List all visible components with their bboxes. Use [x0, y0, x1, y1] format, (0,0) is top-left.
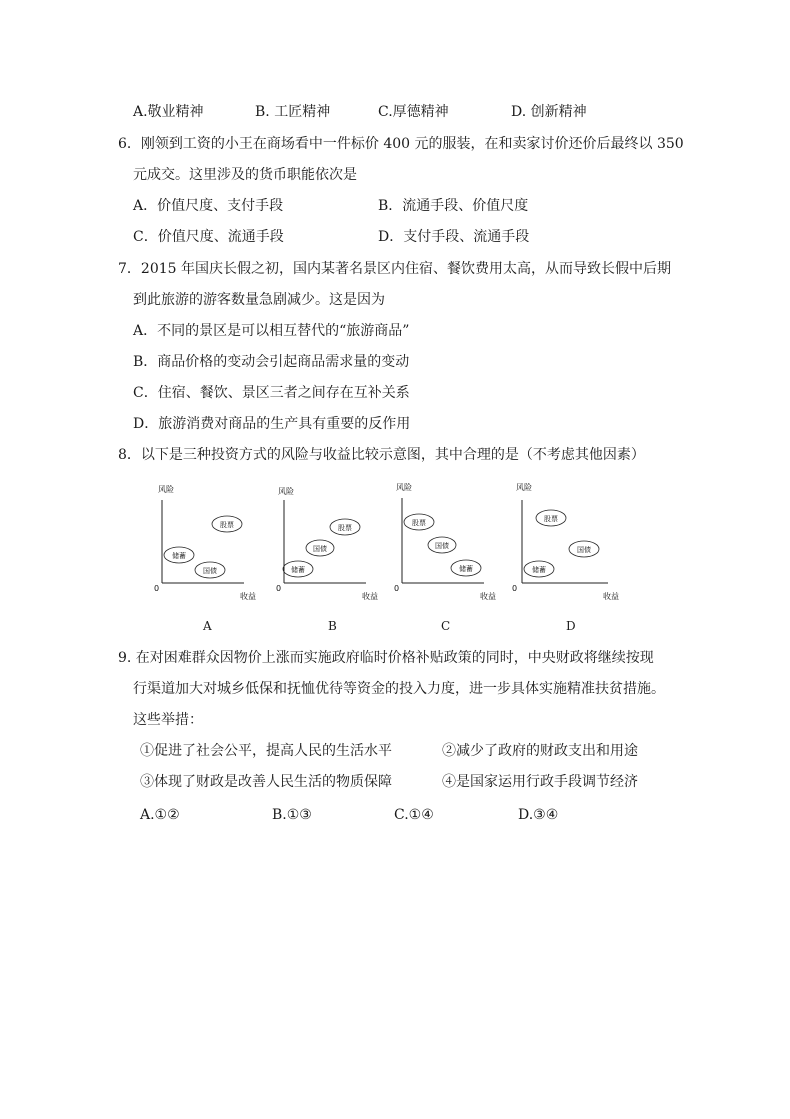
q5-option-c: C.厚德精神: [378, 104, 449, 120]
q8-d-x-label: 收益: [603, 592, 619, 601]
q9-option-c: C.①④: [394, 807, 434, 823]
q9-option-d: D.③④: [518, 807, 559, 823]
q8-a-node-3: 国债: [203, 567, 217, 575]
q8-diagram-c: [388, 476, 498, 605]
q8-b-node-3: 储蓄: [291, 566, 305, 574]
q9-option-a: A.①②: [140, 807, 180, 823]
q9-option-b: B.①③: [272, 807, 312, 823]
q8-caption-a: A: [203, 619, 212, 633]
q8-c-node-1: 股票: [412, 519, 426, 527]
q7-option-d: D．旅游消费对商品的生产具有重要的反作用: [133, 416, 411, 432]
q8-b-origin: 0: [276, 584, 282, 593]
q7-option-c: C．住宿、餐饮、景区三者之间存在互补关系: [133, 385, 410, 401]
q8-diagram-a: [148, 480, 258, 605]
q8-d-y-label: 风险: [516, 483, 532, 492]
q8-a-y-label: 风险: [158, 485, 174, 494]
q7-option-b: B．商品价格的变动会引起商品需求量的变动: [133, 354, 410, 370]
q9-stem-line1: 9. 在对困难群众因物价上涨而实施政府临时价格补贴政策的同时，中央财政将继续按现: [118, 650, 654, 666]
q9-statement-2: ②减少了政府的财政支出和用途: [442, 743, 638, 759]
q8-a-node-1: 股票: [220, 521, 234, 529]
q7-option-a: A．不同的景区是可以相互替代的“旅游商品”: [133, 323, 410, 339]
q8-c-node-3: 储蓄: [459, 565, 473, 573]
q8-b-x-label: 收益: [362, 592, 378, 601]
q8-b-y-label: 风险: [278, 487, 294, 496]
q9-statement-3: ③体现了财政是改善人民生活的物质保障: [140, 774, 392, 790]
q8-a-node-2: 储蓄: [172, 552, 186, 560]
q8-c-x-label: 收益: [480, 592, 496, 601]
q9-statement-4: ④是国家运用行政手段调节经济: [442, 774, 638, 790]
q8-caption-c: C: [441, 619, 451, 633]
q6-stem-line1: 6．刚领到工资的小王在商场看中一件标价 400 元的服装，在和卖家讨价还价后最终以 350: [118, 136, 684, 152]
q8-a-x-label: 收益: [240, 592, 256, 601]
q8-d-node-3: 储蓄: [532, 566, 546, 574]
q6-option-c: C．价值尺度、流通手段: [133, 229, 284, 245]
q7-stem-line1: 7．2015 年国庆长假之初，国内某著名景区内住宿、餐饮费用太高，从而导致长假中后期: [118, 261, 671, 277]
q8-caption-d: D: [566, 619, 576, 633]
q6-stem-line2: 元成交。这里涉及的货币职能依次是: [133, 167, 357, 183]
q8-b-node-1: 股票: [338, 524, 352, 532]
q8-c-y-label: 风险: [396, 483, 412, 492]
q8-d-origin: 0: [512, 584, 518, 593]
q6-option-d: D．支付手段、流通手段: [378, 229, 530, 245]
q5-option-d: D. 创新精神: [511, 104, 587, 120]
q6-option-a: A．价值尺度、支付手段: [133, 198, 284, 214]
q9-stem-line2: 行渠道加大对城乡低保和抚恤优待等资金的投入力度，进一步具体实施精准扶贫措施。: [133, 681, 665, 697]
q8-d-node-1: 股票: [544, 515, 558, 523]
q8-c-origin: 0: [394, 584, 400, 593]
q6-option-b: B．流通手段、价值尺度: [378, 198, 529, 214]
q7-stem-line2: 到此旅游的游客数量急剧减少。这是因为: [133, 292, 385, 308]
q5-option-b: B. 工匠精神: [255, 104, 331, 120]
q8-a-origin: 0: [154, 584, 160, 593]
q8-caption-b: B: [328, 619, 337, 633]
q8-diagram-b: [270, 480, 380, 605]
q9-statement-1: ①促进了社会公平，提高人民的生活水平: [140, 743, 392, 759]
q8-c-node-2: 国债: [435, 542, 449, 550]
q8-b-node-2: 国债: [313, 545, 327, 553]
q8-stem-line1: 8．以下是三种投资方式的风险与收益比较示意图，其中合理的是（不考虑其他因素）: [118, 447, 645, 463]
q8-d-node-2: 国债: [577, 546, 591, 554]
q9-stem-line3: 这些举措：: [133, 712, 203, 728]
q5-option-a: A.敬业精神: [133, 104, 204, 120]
q8-diagram-d: [508, 478, 623, 605]
